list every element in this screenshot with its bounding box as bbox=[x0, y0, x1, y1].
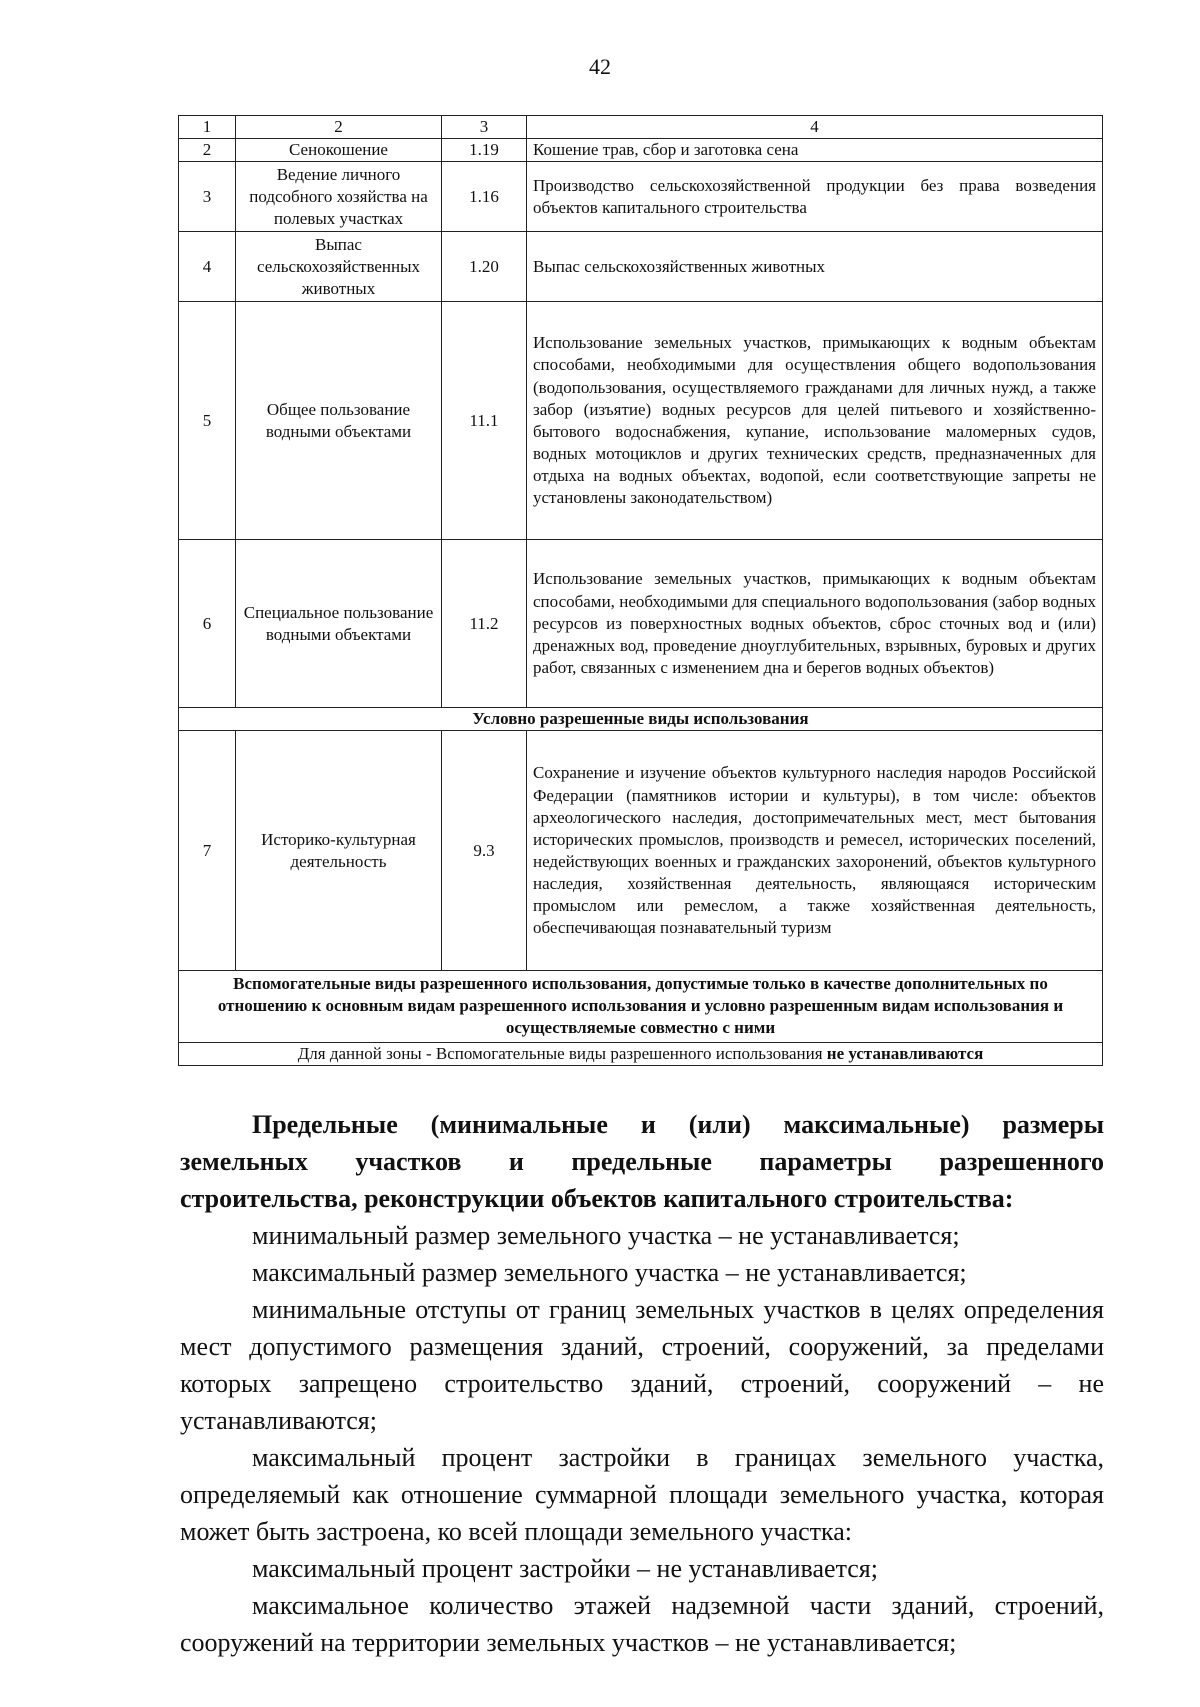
section-title-conditional: Условно разрешенные виды использования bbox=[179, 708, 1103, 731]
section-title-auxiliary: Вспомогательные виды разрешенного использования, допустимые только в качестве дополнительных по отношению к основным видам разрешенного использования и условно разрешенным видам использования и осуществляемые совместно с ними bbox=[179, 971, 1103, 1042]
use-name: Специальное пользование водными объектами bbox=[236, 540, 442, 708]
use-code: 11.1 bbox=[442, 302, 527, 540]
table-row bbox=[179, 232, 1103, 302]
section-row-auxiliary bbox=[179, 971, 1103, 1042]
row-number: 5 bbox=[179, 302, 236, 540]
use-description: Использование земельных участков, примыкающих к водным объектам способами, необходимыми для специального водопользования (забор водных ресурсов из поверхностных водных объектов, сброс сточных вод и (или) дренажных вод, проведение дноуглубительных, взрывных, буровых и других работ, связанных с изменением дна и берегов водных объектов) bbox=[527, 540, 1103, 708]
use-name: Выпас сельскохозяйственных животных bbox=[236, 232, 442, 302]
row-number: 4 bbox=[179, 232, 236, 302]
note-prefix: Для данной зоны - Вспомогательные виды разрешенного использования bbox=[297, 1043, 827, 1063]
use-name: Общее пользование водными объектами bbox=[236, 302, 442, 540]
header-cell: 3 bbox=[442, 116, 527, 139]
paragraph: максимальный процент застройки в границах земельного участка, определяемый как отношение суммарной площади земельного участка, которая может быть застроена, ко всей площади земельного участка: bbox=[180, 1443, 1104, 1546]
use-code: 9.3 bbox=[442, 731, 527, 971]
section-heading-line: Предельные (минимальные и (или) максимальные) размеры bbox=[252, 1110, 1104, 1139]
use-name: Историко-культурная деятельность bbox=[236, 731, 442, 971]
section-heading-line: земельных участков и предельные параметры разрешенного bbox=[180, 1147, 1104, 1176]
row-number: 2 bbox=[179, 139, 236, 162]
table-row bbox=[179, 540, 1103, 708]
row-number: 7 bbox=[179, 731, 236, 971]
table-row bbox=[179, 139, 1103, 162]
use-description: Кошение трав, сбор и заготовка сена bbox=[527, 139, 1103, 162]
use-description: Выпас сельскохозяйственных животных bbox=[527, 232, 1103, 302]
paragraph: минимальный размер земельного участка – не устанавливается; bbox=[252, 1221, 960, 1250]
row-number: 3 bbox=[179, 162, 236, 232]
use-name: Ведение личного подсобного хозяйства на полевых участках bbox=[236, 162, 442, 232]
use-description: Использование земельных участков, примыкающих к водным объектам способами, необходимыми для осуществления общего водопользования (водопользования, осуществляемого гражданами для личных нужд, а также забор (изъятие) водных ресурсов для целей питьевого и хозяйственно-бытового водоснабжения, купание, использование маломерных судов, водных мотоциклов и других технических средств, предназначенных для отдыха на водных объектах, водопой, если соответствующие запреты не установлены законодательством) bbox=[527, 302, 1103, 540]
use-code: 1.20 bbox=[442, 232, 527, 302]
section-heading-line: строительства, реконструкции объектов капитального строительства: bbox=[180, 1184, 1014, 1213]
land-use-table bbox=[178, 115, 1103, 1066]
header-cell: 1 bbox=[179, 116, 236, 139]
use-name: Сенокошение bbox=[236, 139, 442, 162]
paragraph: максимальный размер земельного участка – не устанавливается; bbox=[252, 1258, 967, 1287]
paragraph: максимальный процент застройки – не устанавливается; bbox=[252, 1554, 878, 1583]
table-row bbox=[179, 302, 1103, 540]
header-cell: 4 bbox=[527, 116, 1103, 139]
note-bold: не устанавливаются bbox=[826, 1043, 984, 1063]
table-header-row bbox=[179, 116, 1103, 139]
use-code: 11.2 bbox=[442, 540, 527, 708]
paragraph: максимальное количество этажей надземной части зданий, строений, сооружений на территории земельных участков – не устанавливается; bbox=[180, 1591, 1104, 1657]
page-number: 42 bbox=[589, 54, 611, 79]
note-row bbox=[179, 1042, 1103, 1065]
use-code: 1.19 bbox=[442, 139, 527, 162]
row-number: 6 bbox=[179, 540, 236, 708]
table-row bbox=[179, 731, 1103, 971]
paragraph: минимальные отступы от границ земельных участков в целях определения мест допустимого размещения зданий, строений, сооружений, за пределами которых запрещено строительство зданий, строений, сооружений – не устанавливаются; bbox=[180, 1295, 1104, 1435]
use-description: Производство сельскохозяйственной продукции без права возведения объектов капитального строительства bbox=[527, 162, 1103, 232]
auxiliary-note bbox=[179, 1042, 1103, 1065]
section-row-conditional bbox=[179, 708, 1103, 731]
header-cell: 2 bbox=[236, 116, 442, 139]
use-code: 1.16 bbox=[442, 162, 527, 232]
use-description: Сохранение и изучение объектов культурного наследия народов Российской Федерации (памятников истории и культуры), в том числе: объектов археологического наследия, достопримечательных мест, мест бытования исторических промыслов, производств и ремесел, исторических поселений, недействующих военных и гражданских захоронений, объектов культурного наследия, хозяйственная деятельность, являющаяся историческим промыслом или ремеслом, а также хозяйственная деятельность, обеспечивающая познавательный туризм bbox=[527, 731, 1103, 971]
table-row bbox=[179, 162, 1103, 232]
parameters-section bbox=[180, 1106, 1104, 1661]
